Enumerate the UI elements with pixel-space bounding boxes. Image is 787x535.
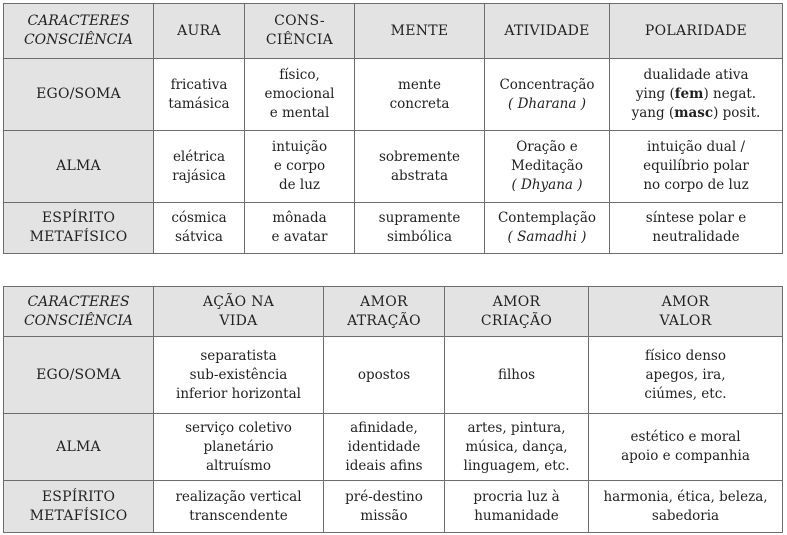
row-label-espirito-metafisico: ESPÍRITO METAFÍSICO	[4, 481, 154, 533]
table-row	[4, 131, 783, 203]
corner-header: CARACTERES CONSCIÊNCIA	[4, 4, 154, 59]
cell-amor-valor: harmonia, ética, beleza, sabedoria	[589, 481, 783, 533]
header-acao-na-vida: AÇÃO NA VIDA	[154, 287, 324, 337]
corner-header: CARACTERES CONSCIÊNCIA	[4, 287, 154, 337]
cell-polaridade: síntese polar e neutralidade	[610, 203, 783, 254]
header-mente: MENTE	[355, 4, 485, 59]
cell-aura: fricativa tamásica	[154, 59, 245, 131]
cell-amor-atracao: afinidade, identidade ideais afins	[324, 414, 445, 481]
cell-acao-na-vida: serviço coletivo planetário altruísmo	[154, 414, 324, 481]
cell-atividade: Concentração ( Dharana )	[485, 59, 610, 131]
cell-mente: mente concreta	[355, 59, 485, 131]
table-row	[4, 414, 783, 481]
cell-aura: cósmica sátvica	[154, 203, 245, 254]
cell-consciencia: físico, emocional e mental	[245, 59, 355, 131]
header-amor-atracao: AMOR ATRAÇÃO	[324, 287, 445, 337]
cell-atividade: Contemplação ( Samadhi )	[485, 203, 610, 254]
table-row	[4, 203, 783, 254]
cell-mente: supramente simbólica	[355, 203, 485, 254]
row-label-ego-soma: EGO/SOMA	[4, 337, 154, 414]
header-aura: AURA	[154, 4, 245, 59]
cell-amor-atracao: pré-destino missão	[324, 481, 445, 533]
table-row	[4, 59, 783, 131]
cell-amor-valor: físico denso apegos, ira, ciúmes, etc.	[589, 337, 783, 414]
cell-polaridade: intuição dual / equilíbrio polar no corpo de luz	[610, 131, 783, 203]
table-caracteres-1	[3, 3, 783, 254]
cell-mente: sobremente abstrata	[355, 131, 485, 203]
row-label-espirito-metafisico: ESPÍRITO METAFÍSICO	[4, 203, 154, 254]
header-amor-valor: AMOR VALOR	[589, 287, 783, 337]
header-amor-criacao: AMOR CRIAÇÃO	[445, 287, 589, 337]
cell-amor-criacao: filhos	[445, 337, 589, 414]
header-row	[4, 287, 783, 337]
header-consciencia: CONS- CIÊNCIA	[245, 4, 355, 59]
cell-acao-na-vida: separatista sub-existência inferior horizontal	[154, 337, 324, 414]
header-atividade: ATIVIDADE	[485, 4, 610, 59]
row-label-alma: ALMA	[4, 131, 154, 203]
table-caracteres-2	[3, 286, 783, 533]
cell-atividade: Oração e Meditação ( Dhyana )	[485, 131, 610, 203]
cell-consciencia: intuição e corpo de luz	[245, 131, 355, 203]
cell-amor-criacao: procria luz à humanidade	[445, 481, 589, 533]
row-label-ego-soma: EGO/SOMA	[4, 59, 154, 131]
cell-amor-atracao: opostos	[324, 337, 445, 414]
cell-polaridade: dualidade ativa ying (fem) negat. yang (masc) posit.	[610, 59, 783, 131]
cell-aura: elétrica rajásica	[154, 131, 245, 203]
cell-consciencia: mônada e avatar	[245, 203, 355, 254]
row-label-alma: ALMA	[4, 414, 154, 481]
cell-amor-valor: estético e moral apoio e companhia	[589, 414, 783, 481]
header-row	[4, 4, 783, 59]
table-row	[4, 337, 783, 414]
header-polaridade: POLARIDADE	[610, 4, 783, 59]
cell-acao-na-vida: realização vertical transcendente	[154, 481, 324, 533]
table-row	[4, 481, 783, 533]
cell-amor-criacao: artes, pintura, música, dança, linguagem, etc.	[445, 414, 589, 481]
